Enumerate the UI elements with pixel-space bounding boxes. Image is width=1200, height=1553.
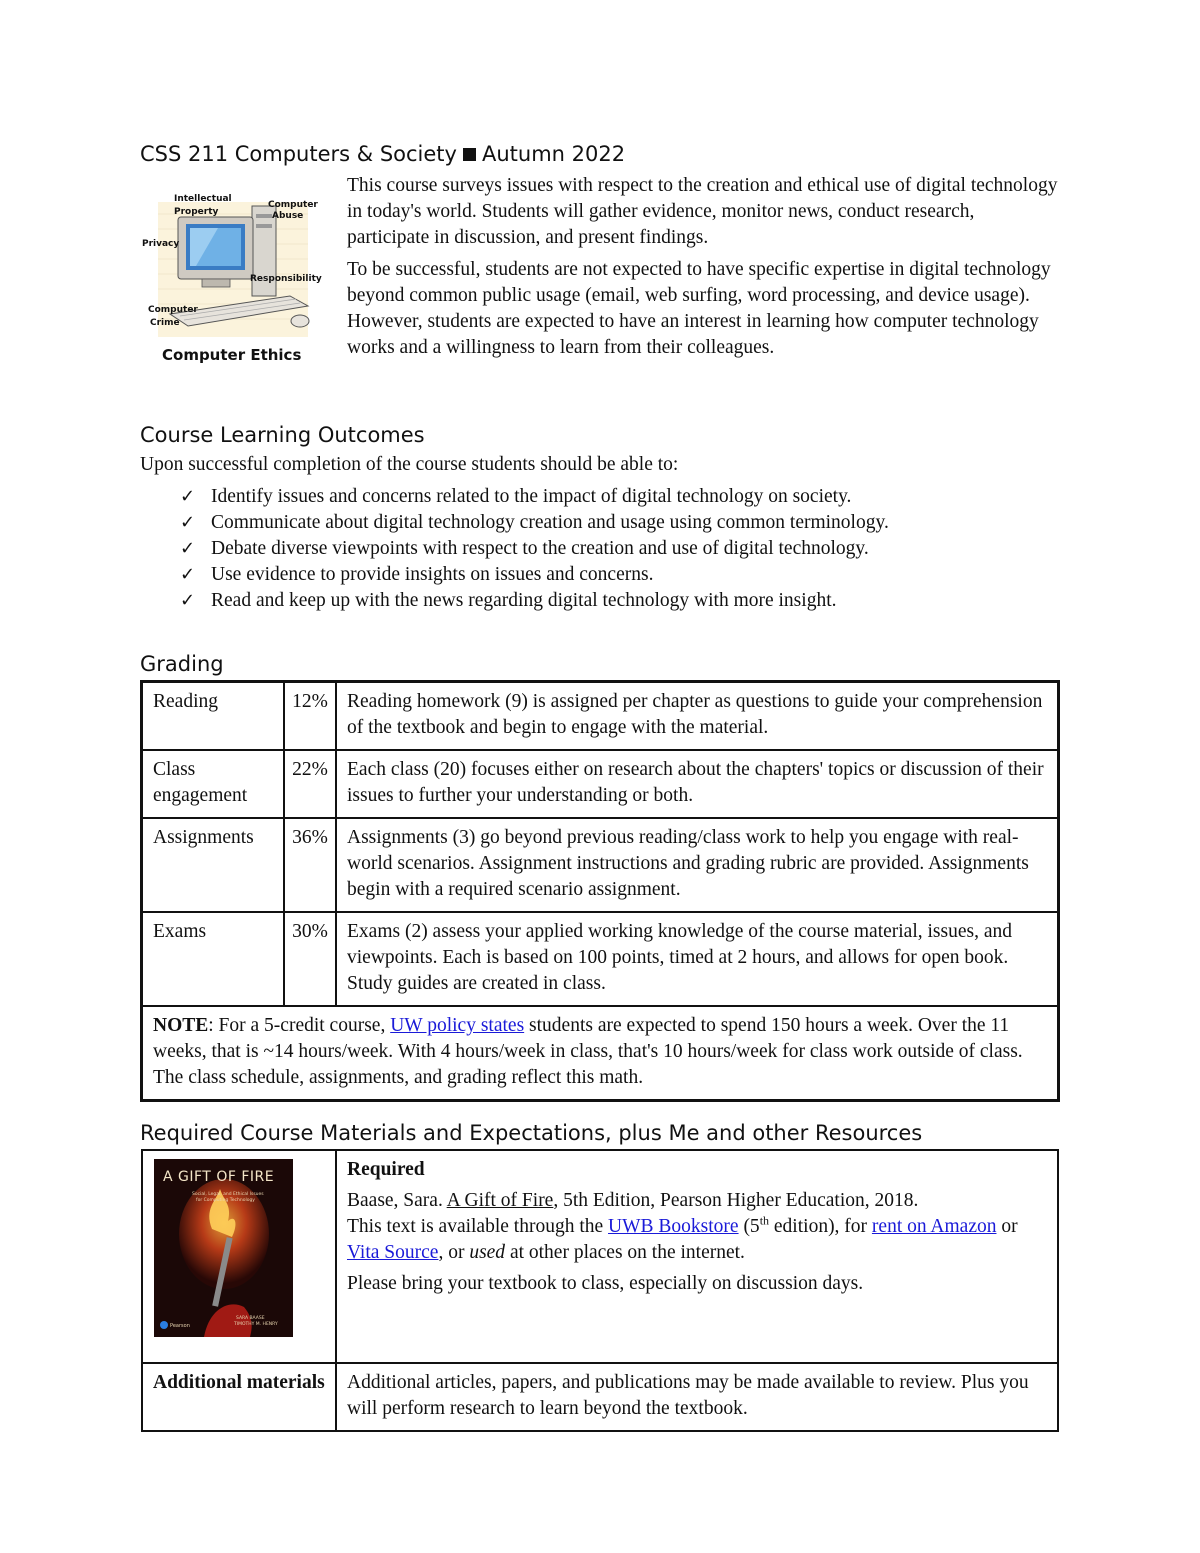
checkmark-icon: ✓ (180, 564, 196, 585)
book-cover-image (154, 1159, 293, 1337)
svg-text:Crime: Crime (150, 318, 180, 328)
grading-percent: 22% (284, 750, 336, 818)
uwb-bookstore-link[interactable]: UWB Bookstore (608, 1216, 739, 1237)
grading-note-row (142, 1006, 1059, 1101)
grading-heading: Grading (140, 652, 224, 676)
list-item: ✓ Debate diverse viewpoints with respect to the creation and use of digital technology. (180, 536, 889, 562)
course-description (347, 173, 1059, 367)
table-row (142, 1363, 1058, 1431)
grading-note: NOTE: For a 5-credit course, UW policy states students are expected to spend 150 hours a week. Over the 11 weeks, that is ~14 hours/week. With 4 hours/week in class, that's 10 hours/week for class work outside of class. The class schedule, assignments, and grading reflect this math. (142, 1006, 1059, 1101)
cover-subtitle: Social, Legal, and Ethical Issues (192, 1192, 264, 1197)
pearson-logo-icon (160, 1321, 168, 1329)
note-label: NOTE (153, 1015, 209, 1036)
checkmark-icon: ✓ (180, 590, 196, 611)
intro-paragraph-1: This course surveys issues with respect to the creation and ethical use of digital technology in today's world. Students will gather evidence, monitor news, conduct research, participate in discussion, and present findings. (347, 175, 1058, 248)
list-item: ✓ Use evidence to provide insights on issues and concerns. (180, 562, 889, 588)
grading-category: Class engagement (142, 750, 285, 818)
outcomes-lead: Upon successful completion of the course students should be able to: (140, 454, 679, 475)
grading-description: Exams (2) assess your applied working knowledge of the course material, issues, and viewpoints. Each is based on 100 points, timed at 2 hours, and allows for open book. Study guides are created in class. (336, 912, 1059, 1006)
checkmark-icon: ✓ (180, 512, 196, 533)
square-bullet-icon (463, 148, 476, 161)
checkmark-icon: ✓ (180, 538, 196, 559)
svg-text:Privacy: Privacy (142, 239, 180, 249)
grading-category: Exams (142, 912, 285, 1006)
table-row (142, 912, 1059, 1006)
materials-table (141, 1149, 1059, 1432)
grading-category: Assignments (142, 818, 285, 912)
list-item: ✓ Read and keep up with the news regarding digital technology with more insight. (180, 588, 889, 614)
svg-text:Pearson: Pearson (170, 1323, 190, 1329)
rent-on-amazon-link[interactable]: rent on Amazon (871, 1216, 997, 1237)
image-caption: Computer Ethics (162, 346, 302, 364)
vita-source-link[interactable]: Vita Source (347, 1242, 439, 1263)
table-row (142, 1150, 1058, 1363)
outcomes-heading: Course Learning Outcomes (140, 423, 425, 447)
uw-policy-link[interactable]: UW policy states (390, 1015, 525, 1036)
course-title: CSS 211 Computers & Society (140, 142, 457, 166)
book-title: A Gift of Fire (446, 1190, 554, 1211)
table-row (142, 750, 1059, 818)
bring-textbook-text: Please bring your textbook to class, especially on discussion days. (347, 1273, 864, 1294)
grading-table (140, 680, 1060, 1102)
citation: Baase, Sara. A Gift of Fire, 5th Edition, Pearson Higher Education, 2018. This text is available through the UWB Bookstore (5th edition), for rent on Amazon or Vita Source, or used at other places on the internet. (347, 1190, 1018, 1263)
cover-authors: SARA BAASE (236, 1316, 265, 1321)
required-label: Required (347, 1159, 425, 1180)
intro-paragraph-2: To be successful, students are not expected to have specific expertise in digital technology beyond common public usage (email, web surfing, word processing, and device usage). However, students are expected to have an interest in learning how computer technology works and a willingness to learn from their colleagues. (347, 259, 1051, 358)
grading-percent: 12% (284, 682, 336, 751)
grading-description: Each class (20) focuses either on research about the chapters' topics or discussion of their issues to further your understanding or both. (336, 750, 1059, 818)
checkmark-icon: ✓ (180, 486, 196, 507)
table-row (142, 682, 1059, 751)
outcomes-list (180, 484, 889, 614)
materials-heading: Required Course Materials and Expectations, plus Me and other Resources (140, 1121, 923, 1145)
grading-description: Reading homework (9) is assigned per chapter as questions to guide your comprehension of the textbook and begin to engage with the material. (336, 682, 1059, 751)
svg-text:for Computing Technology: for Computing Technology (196, 1198, 255, 1203)
grading-category: Reading (142, 682, 285, 751)
list-item: ✓ Identify issues and concerns related to the impact of digital technology on society. (180, 484, 889, 510)
book-cover-cell (142, 1150, 336, 1363)
page-title (140, 142, 625, 166)
term-label: Autumn 2022 (481, 142, 626, 166)
svg-text:Computer: Computer (148, 305, 198, 315)
svg-text:Responsibility: Responsibility (250, 274, 322, 284)
required-cell (336, 1150, 1058, 1363)
table-row (142, 818, 1059, 912)
grading-percent: 36% (284, 818, 336, 912)
svg-text:Computer: Computer (268, 200, 318, 210)
computer-ethics-image (140, 184, 325, 369)
grading-description: Assignments (3) go beyond previous reading/class work to help you engage with real-world scenarios. Assignment instructions and grading rubric are provided. Assignments begin with a required scenario assignment. (336, 818, 1059, 912)
svg-text:TIMOTHY M. HENRY: TIMOTHY M. HENRY (234, 1322, 278, 1327)
cover-title: A GIFT OF FIRE (163, 1169, 275, 1185)
svg-text:Abuse: Abuse (272, 211, 304, 221)
svg-text:Property: Property (174, 207, 219, 217)
additional-text: Additional articles, papers, and publications may be made available to review. Plus you will perform research to learn beyond the textbook. (336, 1363, 1058, 1431)
list-item: ✓ Communicate about digital technology creation and usage using common terminology. (180, 510, 889, 536)
additional-label: Additional materials (142, 1363, 336, 1431)
grading-percent: 30% (284, 912, 336, 1006)
svg-text:Intellectual: Intellectual (174, 194, 232, 204)
